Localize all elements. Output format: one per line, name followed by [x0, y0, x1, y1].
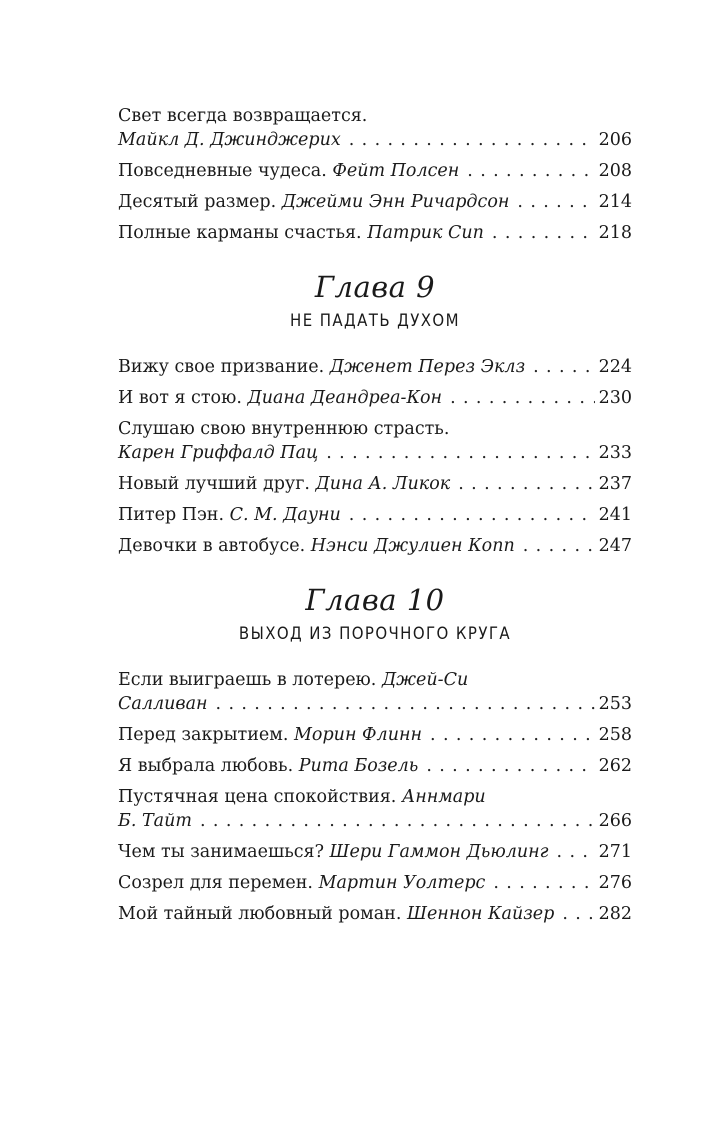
entry-author: Патрик Сип	[367, 223, 484, 243]
toc-entry	[118, 472, 632, 496]
entry-title: Слушаю свою внутреннюю страсть.	[118, 419, 450, 439]
entry-author: Карен Гриффалд Пац	[118, 443, 319, 463]
entry-page-number: 241	[598, 505, 632, 525]
toc-entry	[118, 840, 632, 864]
entry-author: Фейт Полсен	[332, 161, 460, 181]
entry-page-number: 271	[598, 842, 632, 862]
entry-title: Полные карманы счастья.	[118, 223, 362, 243]
entry-author: Шеннон Кайзер	[406, 904, 555, 924]
leader-dots	[349, 503, 595, 527]
entry-author: Морин Флинн	[294, 725, 423, 745]
entry-title: Девочки в автобусе.	[118, 536, 306, 556]
chapter-title: ВЫХОД ИЗ ПОРОЧНОГО КРУГА	[238, 624, 512, 644]
entry-author: Б. Тайт	[118, 811, 192, 831]
entry-title: Мой тайный любовный роман.	[118, 904, 402, 924]
leader-dots	[492, 221, 595, 245]
entry-title: Вижу свое призвание.	[118, 357, 325, 377]
chapter-label: Глава 9	[314, 270, 436, 304]
entry-page-number: 262	[598, 756, 632, 776]
leader-dots	[216, 692, 595, 716]
toc-entry	[118, 668, 632, 716]
leader-dots	[533, 355, 594, 379]
entry-author: Шери Гаммон Дьюлинг	[329, 842, 549, 862]
entry-author: Салливан	[118, 694, 208, 714]
entry-page-number: 258	[598, 725, 632, 745]
toc-entry	[118, 723, 632, 747]
toc-entry	[118, 190, 632, 214]
entry-page-number: 247	[598, 536, 632, 556]
leader-dots	[557, 840, 595, 864]
entry-page-number: 208	[598, 161, 632, 181]
chapter-heading	[118, 582, 632, 648]
toc-entry	[118, 785, 632, 833]
leader-dots	[523, 534, 595, 558]
toc-section-chapter-9	[118, 355, 632, 558]
entry-page-number: 214	[598, 192, 632, 212]
entry-page-number: 230	[598, 388, 632, 408]
chapter-label: Глава 10	[305, 583, 445, 617]
entry-title: Питер Пэн.	[118, 505, 225, 525]
entry-title: Свет всегда возвращается.	[118, 106, 368, 126]
entry-author: Мартин Уолтерс	[318, 873, 486, 893]
entry-title: Я выбрала любовь.	[118, 756, 294, 776]
entry-author: Джейми Энн Ричардсон	[281, 192, 510, 212]
entry-title: Десятый размер.	[118, 192, 277, 212]
leader-dots	[326, 441, 594, 465]
toc-entry	[118, 221, 632, 245]
leader-dots	[562, 902, 594, 926]
leader-dots	[467, 159, 594, 183]
entry-title: Новый лучший друг.	[118, 474, 310, 494]
entry-author: С. М. Дауни	[229, 505, 341, 525]
entry-title: Чем ты занимаешься?	[118, 842, 324, 862]
toc-entry	[118, 871, 632, 895]
entry-author: Дженет Перез Эклз	[329, 357, 526, 377]
entry-author: Рита Бозель	[298, 756, 419, 776]
entry-page-number: 253	[598, 694, 632, 714]
toc-entry	[118, 902, 632, 926]
entry-title: Созрел для перемен.	[118, 873, 313, 893]
entry-title: Если выиграешь в лотерею.	[118, 670, 377, 690]
toc-entry	[118, 534, 632, 558]
entry-page-number: 282	[598, 904, 632, 924]
leader-dots	[493, 871, 594, 895]
entry-author: Диана Деандреа-Кон	[247, 388, 443, 408]
entry-title: Пустячная цена спокойствия.	[118, 787, 397, 807]
entry-page-number: 206	[598, 130, 632, 150]
entry-author-part: Джей-Си	[381, 670, 469, 690]
entry-title: И вот я стою.	[118, 388, 242, 408]
entry-page-number: 237	[598, 474, 632, 494]
entry-title: Повседневные чудеса.	[118, 161, 327, 181]
toc-page	[118, 104, 632, 933]
entry-author-part: Аннмари	[401, 787, 486, 807]
toc-entry	[118, 417, 632, 465]
leader-dots	[430, 723, 595, 747]
toc-entry	[118, 754, 632, 778]
leader-dots	[200, 809, 595, 833]
toc-section-chapter-10	[118, 668, 632, 926]
entry-page-number: 266	[598, 811, 632, 831]
leader-dots	[517, 190, 594, 214]
entry-page-number: 224	[598, 357, 632, 377]
leader-dots	[450, 386, 595, 410]
leader-dots	[426, 754, 594, 778]
chapter-title: НЕ ПАДАТЬ ДУХОМ	[290, 311, 460, 331]
entry-author: Дина А. Ликок	[315, 474, 451, 494]
toc-entry	[118, 355, 632, 379]
entry-title: Перед закрытием.	[118, 725, 289, 745]
leader-dots	[458, 472, 594, 496]
chapter-heading	[118, 269, 632, 335]
toc-section-continued	[118, 104, 632, 245]
toc-entry	[118, 386, 632, 410]
leader-dots	[349, 128, 595, 152]
entry-page-number: 276	[598, 873, 632, 893]
entry-author: Майкл Д. Джинджерих	[118, 130, 341, 150]
toc-entry	[118, 503, 632, 527]
toc-entry	[118, 159, 632, 183]
entry-page-number: 218	[598, 223, 632, 243]
entry-page-number: 233	[598, 443, 632, 463]
toc-entry	[118, 104, 632, 152]
entry-author: Нэнси Джулиен Копп	[310, 536, 515, 556]
